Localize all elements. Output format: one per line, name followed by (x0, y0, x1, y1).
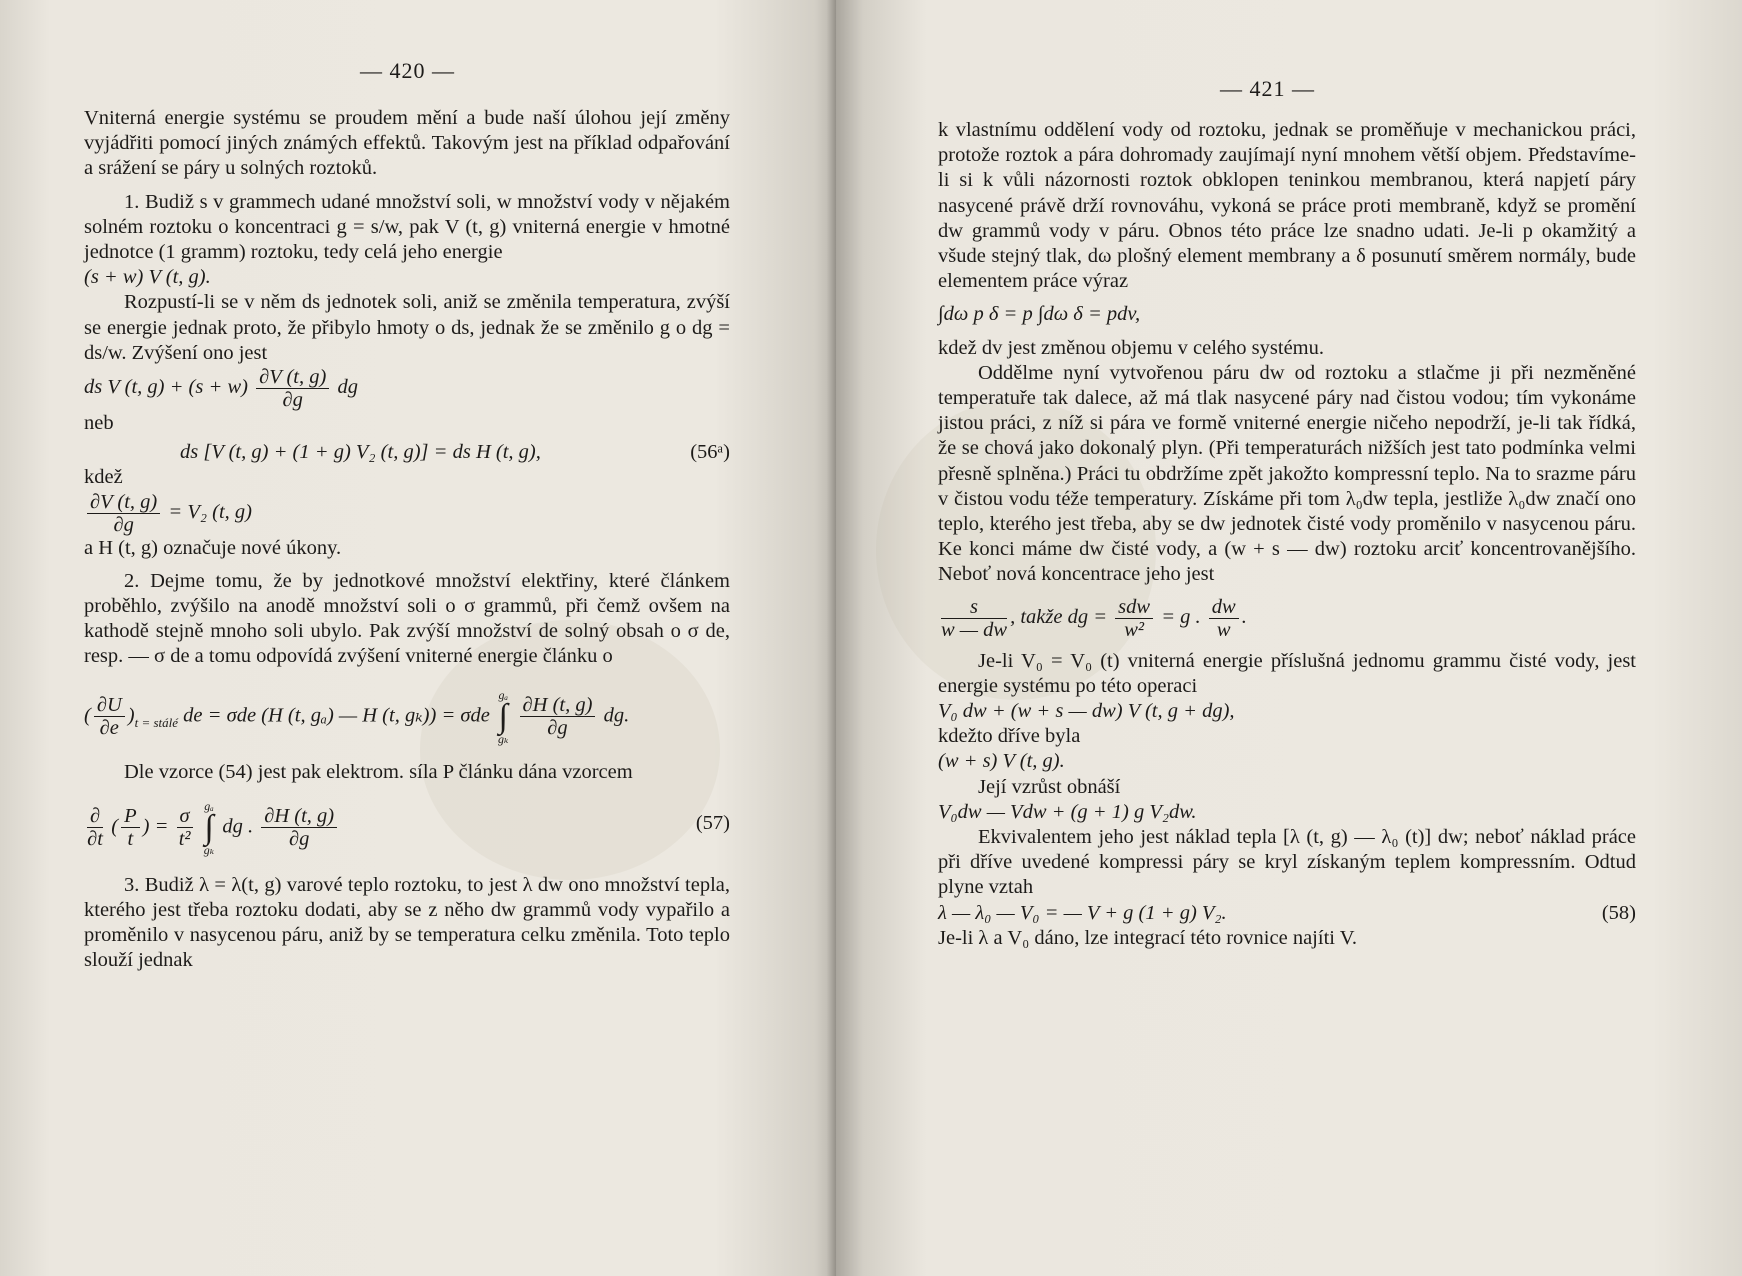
equation-number: (56ᵃ) (690, 441, 730, 464)
paragraph: Ekvivalentem jeho jest náklad tepla [λ (t, g) — λ₀ (t)] dw; neboť náklad práce při dříve uvedené kompressi páry se kryl získaným teplem kompressním. Odtud plyne vztah (938, 826, 1636, 899)
equation: V₀dw — Vdw + (g + 1) g V₂dw. (938, 800, 1197, 823)
integral-limits: gₐ ∫ gₖ (498, 684, 508, 750)
equation (84, 366, 730, 411)
paragraph: 2. Dejme tomu, že by jednotkové množství elektřiny, které článkem proběhlo, zvýšilo na anodě množství soli o σ grammů, při čemž ovšem na kathodě stejně mnoho soli ubylo. Pak zvýší množství de solný obsah o σ de, resp. — σ de a tomu odpovídá zvýšení vniterné energie článku o (84, 569, 730, 668)
fraction (256, 366, 329, 411)
denominator: t² (178, 828, 191, 851)
fraction (94, 694, 125, 739)
numerator: σ (177, 805, 193, 828)
denominator: ∂g (282, 389, 303, 412)
eq-term: ds [V (t, g) + (1 + g) V₂ (t, g)] = ds H (t, g), (180, 441, 541, 464)
paragraph: kdež dv jest změnou objemu v celého systému. (938, 336, 1324, 359)
fraction (87, 805, 103, 850)
paragraph: Je-li λ a V₀ dáno, lze integrací této rovnice najíti V. (938, 926, 1357, 949)
equation-number: (57) (695, 811, 730, 834)
eq-term: . (1241, 605, 1247, 628)
integral-limits: gₐ ∫ gₖ (204, 795, 214, 861)
paragraph: k vlastnímu oddělení vody od roztoku, jednak se proměňuje v mechanickou práci, protože roztok a pára dohromady zaujímají nyní mnohem větší objem. Představíme-li si k vůli názornosti roztok obklopen teninkou membranou, která napjetí páry nasycené právě drží rovnováhu, vykoná se práce proti membraně, když se promění dw grammů vody v páru. Obnos této práce lze snadno udati. Je-li p okamžitý a všude stejný tlak, dω plošný element membrany a δ posunutí směrem normály, bude elementem práce výraz (938, 119, 1636, 293)
page-number: — 421 — (1220, 76, 1315, 101)
left-page-body (84, 106, 730, 974)
denominator: ∂t (87, 828, 103, 851)
equation: (s + w) V (t, g). (84, 266, 211, 289)
page-number: — 420 — (360, 58, 455, 83)
equation-56a (84, 440, 730, 465)
paragraph: kdežto dříve byla (938, 725, 1081, 748)
denominator: ∂g (547, 717, 568, 740)
upper-limit: gₐ (498, 687, 508, 702)
numerator: ∂ (87, 805, 103, 828)
equation: (w + s) V (t, g). (938, 750, 1065, 773)
fraction (87, 491, 160, 536)
eq-term: = g . (1161, 605, 1201, 628)
numerator: sdw (1115, 596, 1153, 619)
numerator: P (121, 805, 140, 828)
fraction (261, 805, 337, 850)
left-page (0, 0, 840, 1276)
denominator: ∂g (288, 828, 310, 851)
denominator: w — dw (941, 618, 1008, 641)
fraction (177, 805, 193, 850)
lower-limit: gₖ (498, 731, 509, 746)
equation-58 (938, 901, 1636, 926)
right-page (836, 0, 1742, 1276)
label-neb: neb (84, 412, 114, 435)
paragraph: 3. Budiž λ = λ(t, g) varové teplo roztoku, to jest λ dw ono množství tepla, kterého jest třeba roztoku dodati, aby se z něho dw grammů vody vypařilo a proměnilo v nasycenou páru, aniž by se temperatura celku změnila. Toto teplo slouží jednak (84, 873, 730, 972)
upper-limit: gₐ (204, 798, 214, 813)
denominator: ∂g (113, 513, 134, 536)
eq-term: , takže dg = (1010, 605, 1108, 628)
numerator: ∂U (94, 694, 125, 717)
numerator: ∂H (t, g) (520, 694, 596, 717)
paragraph: Její vzrůst obnáší (978, 775, 1121, 798)
equation-number: (58) (1601, 901, 1636, 924)
eq-term: dg (337, 376, 358, 399)
equation: V₀ dw + (w + s — dw) V (t, g + dg), (938, 700, 1235, 723)
numerator: s (941, 596, 1007, 619)
denominator: ∂e (99, 717, 119, 740)
equation: ( $\frac{\partial U}{\partial e}$ )$_{t = stálé}$ de = σde (H (t, gₐ) — H (t, gₖ)) = σde gₐ ∫ gₖ $\frac{\partial H (t, g)}{\partial g}$ dg. (84, 684, 730, 750)
denominator: t (127, 828, 134, 851)
eq-term: dg. (603, 704, 630, 727)
eq-term: dg . (222, 815, 254, 838)
denominator: w (1216, 618, 1231, 641)
denominator: w² (1124, 618, 1145, 641)
equation: ∫dω p δ = p ∫dω δ = pdv, (938, 303, 1141, 326)
eq-term: de = σde (H (t, gₐ) — H (t, gₖ)) = σde (183, 704, 490, 727)
fraction (1209, 596, 1239, 641)
numerator: ∂H (t, g) (261, 805, 337, 828)
numerator: ∂V (t, g) (256, 366, 329, 389)
fraction (520, 694, 596, 739)
label-kdez: kdež (84, 466, 123, 489)
eq-term: ds V (t, g) + (s + w) (84, 376, 248, 399)
eq-term: = V₂ (t, g) (168, 500, 252, 523)
numerator: ∂V (t, g) (87, 491, 160, 514)
equation-57: $\frac{\partial}{\partial t}$ ( $\frac{P}{t}$ ) = $\frac{\sigma}{\text{t²}}$ gₐ ∫ gₖ dg . $\frac{\partial H (t, g)}{\partial g}$ (57) (84, 795, 730, 861)
paragraph: 1. Budiž s v grammech udané množství soli, w množství vody v nějakém solném roztoku o koncentraci g = s/w, pak V (t, g) vniterná energie v hmotné jednotce (1 gramm) roztoku, tedy celá jeho energie (84, 190, 730, 264)
paragraph: Je-li V₀ = V₀ (t) vniterná energie příslušná jednomu grammu čisté vody, jest energie systému po této operaci (938, 649, 1636, 697)
paragraph: Dle vzorce (54) jest pak elektrom. síla P článku dána vzorcem (124, 760, 633, 783)
paragraph: Vniterná energie systému se proudem mění a bude naší úlohou její změny vyjádřiti pomocí jiných známých effektů. Takovým jest na příklad odpařování a srážení se páry u solných roztoků. (84, 107, 730, 180)
equation (84, 491, 730, 536)
fraction (121, 805, 140, 850)
lower-limit: gₖ (203, 842, 215, 857)
subscript: t = stálé (134, 714, 179, 730)
paragraph: Rozpustí-li se v něm ds jednotek soli, aniž se změnila temperatura, zvýší se energie jednak proto, že přibylo hmoty o ds, jednak že se změnilo g o dg = ds/w. Zvýšení ono jest (84, 291, 730, 364)
equation (938, 596, 1636, 641)
right-page-body (938, 118, 1636, 951)
fraction (1115, 596, 1153, 641)
paragraph: Oddělme nyní vytvořenou páru dw od roztoku a stlačme ji při nezměněné temperatuře tak dalece, až má tlak nasycené páry nad čistou vodou; tím vykonáme jistou práci, z níž si pára ve formě vniterné energie ničeho nepodrží, je-li tak řídká, že se chová jako dokonalý plyn. (Při temperaturách nižších jest tato podmínka velmi přesně splněna.) Práci tu obdržíme zpět jakožto kompressní teplo. Na to srazme páru v čistou vodu téže temperatury. Získáme při tom λ₀dw tepla, jestliže λ₀dw značí ono teplo, kterého jest třeba, aby se dw jednotek čisté vody proměnilo v nasycenou páru. Ke konci máme dw čisté vody, a (w + s — dw) roztoku arciť koncentrovanějšího. Neboť nová koncentrace jeho jest (938, 361, 1636, 586)
eq-term: λ — λ₀ — V₀ = — V + g (1 + g) V₂. (938, 901, 1227, 924)
numerator: dw (1209, 596, 1239, 619)
fraction (941, 596, 1007, 641)
paragraph: a H (t, g) označuje nové úkony. (84, 536, 342, 559)
